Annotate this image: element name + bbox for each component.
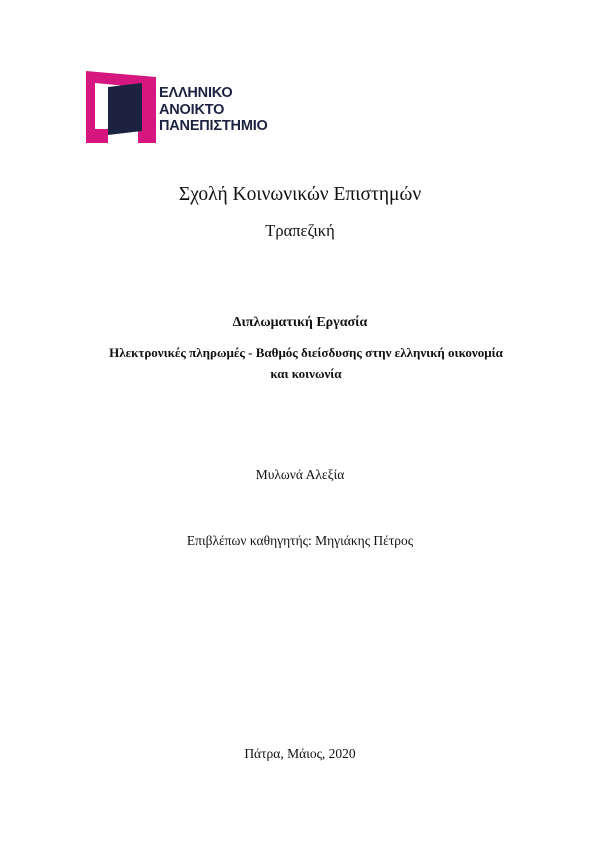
document-type: Διπλωματική Εργασία: [232, 315, 368, 330]
thesis-title-line-2: και κοινωνία: [270, 366, 342, 381]
logo-text: [159, 85, 268, 135]
author-name: Μυλωνά Αλεξία: [255, 467, 345, 482]
logo-mark-icon: [86, 71, 156, 143]
supervisor: Επιβλέπων καθηγητής: Μηγιάκης Πέτρος: [186, 533, 414, 548]
thesis-title: [0, 342, 600, 384]
thesis-title-line-1: Ηλεκτρονικές πληρωμές - Βαθμός διείσδυσης στην ελληνική οικονομία: [109, 345, 503, 360]
university-logo: [86, 71, 276, 143]
logo-line-2: ΑΝΟΙΚΤΟ: [159, 101, 225, 118]
department-name: Τραπεζική: [265, 221, 335, 240]
place-date: Πάτρα, Μάιος, 2020: [244, 746, 356, 761]
logo-line-3: ΠΑΝΕΠΙΣΤΗΜΙΟ: [159, 118, 268, 134]
logo-line-1: ΕΛΛΗΝΙΚΟ: [159, 85, 233, 101]
school-name: Σχολή Κοινωνικών Επιστημών: [178, 184, 422, 205]
